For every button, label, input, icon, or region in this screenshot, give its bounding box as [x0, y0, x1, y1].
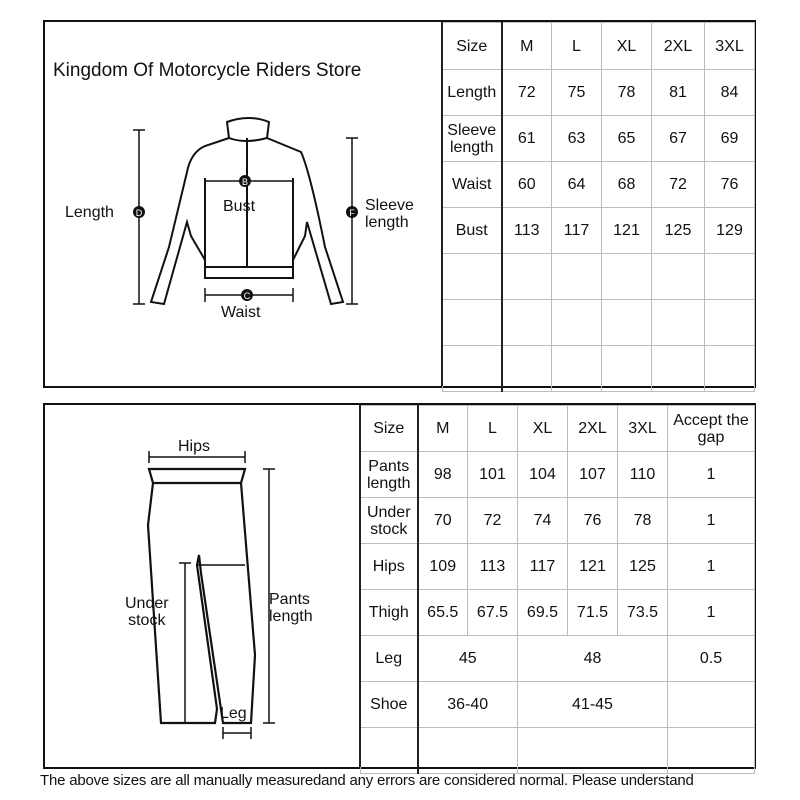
table-cell: 1 — [668, 544, 755, 590]
table-cell: 104 — [518, 452, 568, 498]
empty-row — [443, 300, 755, 346]
pants-table-divider — [359, 405, 361, 767]
table-cell: 107 — [568, 452, 618, 498]
table-row — [361, 636, 755, 682]
marker-bust-text: B — [241, 177, 249, 187]
table-cell: 129 — [705, 208, 755, 254]
table-cell: 1 — [668, 452, 755, 498]
table-cell: 121 — [568, 544, 618, 590]
jacket-length-label: Length — [65, 204, 114, 221]
table-cell: 113 — [468, 544, 518, 590]
jacket-bust-label: Bust — [223, 198, 256, 215]
table-row — [361, 498, 755, 544]
row-label: Waist — [443, 162, 502, 208]
table-cell: 1 — [668, 590, 755, 636]
table-cell: 71.5 — [568, 590, 618, 636]
table-cell: 1 — [668, 498, 755, 544]
table-cell: 101 — [468, 452, 518, 498]
header-cell: 2XL — [568, 406, 618, 452]
empty-row — [361, 728, 755, 774]
header-cell: Accept the gap — [668, 406, 755, 452]
table-cell: 41-45 — [518, 682, 668, 728]
table-cell: 65 — [602, 116, 652, 162]
table-cell: 109 — [418, 544, 468, 590]
table-cell: 117 — [518, 544, 568, 590]
row-label: Thigh — [361, 590, 418, 636]
header-cell: 3XL — [705, 23, 755, 70]
table-cell: 98 — [418, 452, 468, 498]
table-cell: 78 — [618, 498, 668, 544]
footer-disclaimer: The above sizes are all manually measuredand any errors are considered normal. Please understand — [40, 772, 694, 789]
table-cell: 67 — [652, 116, 705, 162]
jacket-table-divider — [441, 22, 443, 386]
table-cell: 72 — [502, 70, 552, 116]
jacket-sleeve-label: Sleeve length — [365, 197, 414, 231]
table-cell: 125 — [618, 544, 668, 590]
pants-size-panel — [43, 403, 756, 769]
table-cell: 36-40 — [418, 682, 518, 728]
table-cell: 84 — [705, 70, 755, 116]
header-cell: XL — [518, 406, 568, 452]
pants-illustration — [45, 405, 360, 767]
table-cell: 78 — [602, 70, 652, 116]
table-cell: 65.5 — [418, 590, 468, 636]
table-row — [443, 116, 755, 162]
table-cell: 63 — [552, 116, 602, 162]
table-header-row — [443, 23, 755, 70]
marker-length-text: D — [135, 208, 143, 218]
jacket-size-panel — [43, 20, 756, 388]
table-cell: 81 — [652, 70, 705, 116]
pants-hips-label: Hips — [178, 438, 211, 455]
jacket-waist-label: Waist — [221, 304, 261, 321]
table-cell: 48 — [518, 636, 668, 682]
pants-leg-label: Leg — [220, 705, 247, 722]
row-label: Hips — [361, 544, 418, 590]
table-cell: 72 — [652, 162, 705, 208]
table-cell: 69 — [705, 116, 755, 162]
marker-sleeve — [346, 206, 358, 218]
table-cell: 75 — [552, 70, 602, 116]
row-label: Bust — [443, 208, 502, 254]
row-label: Sleeve length — [443, 116, 502, 162]
row-label: Under stock — [361, 498, 418, 544]
table-cell: 73.5 — [618, 590, 668, 636]
pants-size-table — [360, 405, 755, 774]
marker-sleeve-text: F — [349, 208, 355, 218]
empty-row — [443, 254, 755, 300]
header-cell: L — [468, 406, 518, 452]
table-header-row — [361, 406, 755, 452]
header-cell: XL — [602, 23, 652, 70]
table-cell: 45 — [418, 636, 518, 682]
table-cell: 68 — [602, 162, 652, 208]
table-row — [443, 162, 755, 208]
table-cell: 113 — [502, 208, 552, 254]
table-cell: 69.5 — [518, 590, 568, 636]
table-cell: 76 — [568, 498, 618, 544]
table-cell: 0.5 — [668, 636, 755, 682]
table-cell: 117 — [552, 208, 602, 254]
table-cell — [668, 682, 755, 728]
header-cell: L — [552, 23, 602, 70]
header-cell: 2XL — [652, 23, 705, 70]
table-row — [361, 452, 755, 498]
table-cell: 70 — [418, 498, 468, 544]
table-cell: 67.5 — [468, 590, 518, 636]
table-cell: 125 — [652, 208, 705, 254]
row-label: Pants length — [361, 452, 418, 498]
table-cell: 74 — [518, 498, 568, 544]
marker-bust — [239, 175, 251, 187]
marker-waist-text: C — [243, 291, 251, 301]
pants-length-label: Pants length — [269, 591, 313, 625]
row-label: Shoe — [361, 682, 418, 728]
table-row — [361, 682, 755, 728]
header-cell: M — [502, 23, 552, 70]
table-row — [361, 590, 755, 636]
row-label: Length — [443, 70, 502, 116]
table-cell: 60 — [502, 162, 552, 208]
table-cell: 110 — [618, 452, 668, 498]
header-cell: Size — [443, 23, 502, 70]
table-row — [443, 208, 755, 254]
table-row — [443, 70, 755, 116]
header-cell: Size — [361, 406, 418, 452]
marker-length — [133, 206, 145, 218]
table-cell: 72 — [468, 498, 518, 544]
store-title: Kingdom Of Motorcycle Riders Store — [53, 60, 362, 81]
table-cell: 121 — [602, 208, 652, 254]
header-cell: 3XL — [618, 406, 668, 452]
table-row — [361, 544, 755, 590]
empty-row — [443, 346, 755, 392]
row-label: Leg — [361, 636, 418, 682]
table-cell: 76 — [705, 162, 755, 208]
header-cell: M — [418, 406, 468, 452]
jacket-size-table — [442, 22, 755, 392]
table-cell: 64 — [552, 162, 602, 208]
marker-waist — [241, 289, 253, 301]
pants-under-stock-label: Under stock — [125, 595, 169, 629]
table-cell: 61 — [502, 116, 552, 162]
